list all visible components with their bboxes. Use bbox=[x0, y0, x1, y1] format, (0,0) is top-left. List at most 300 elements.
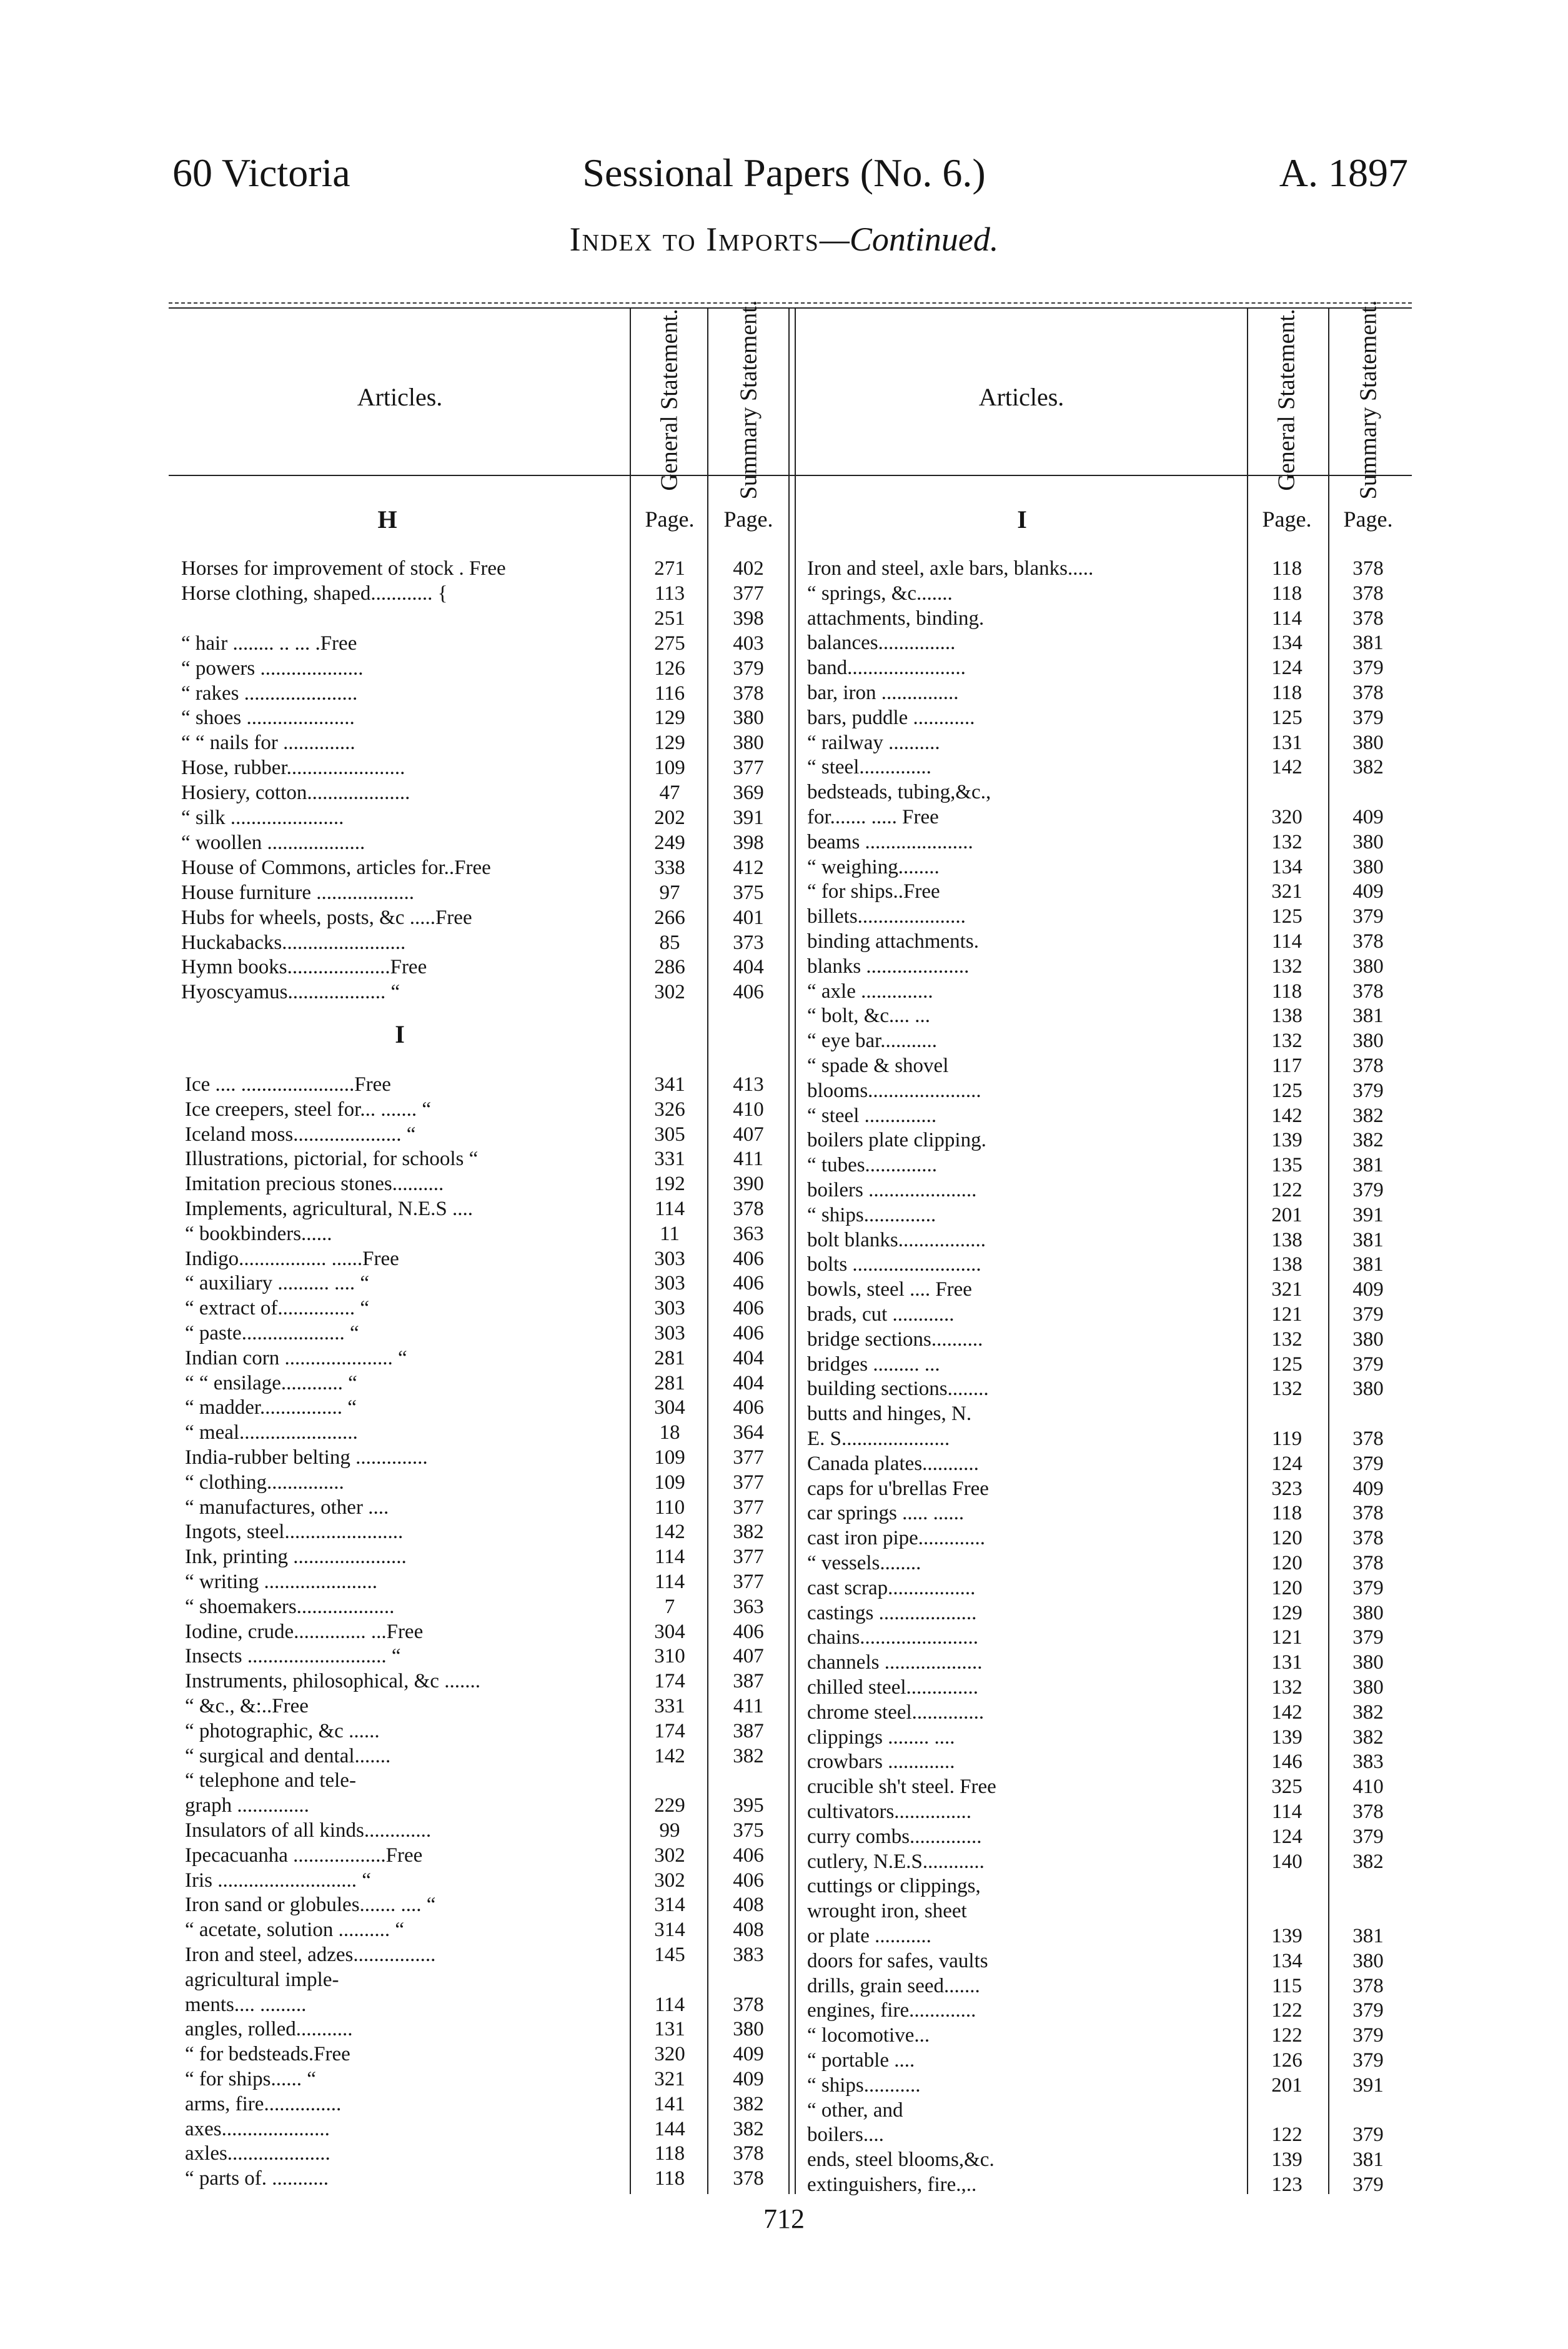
summary-statement-page: 380 bbox=[1352, 1601, 1384, 1624]
table-row bbox=[185, 1544, 786, 1569]
article-name: Horses for improvement of stock . Free bbox=[181, 557, 506, 580]
general-statement-page: 302 bbox=[654, 981, 685, 1004]
table-row bbox=[185, 2166, 786, 2191]
table-row bbox=[807, 1998, 1406, 2023]
summary-statement-page: 381 bbox=[1352, 1005, 1384, 1028]
summary-statement-page: 398 bbox=[733, 607, 764, 630]
summary-statement-page: 377 bbox=[733, 1446, 764, 1469]
summary-statement-page: 404 bbox=[733, 1371, 764, 1394]
table-row bbox=[185, 1594, 786, 1619]
table-row bbox=[181, 930, 786, 955]
table-row bbox=[807, 705, 1406, 730]
summary-statement-page: 380 bbox=[1352, 955, 1384, 978]
table-row bbox=[807, 556, 1406, 581]
general-statement-page: 118 bbox=[1271, 557, 1303, 580]
summary-statement-page: 379 bbox=[733, 657, 764, 680]
right-summary-page-label: Page. bbox=[1343, 507, 1393, 532]
table-row bbox=[185, 1470, 786, 1495]
summary-statement-page: 377 bbox=[733, 1571, 764, 1593]
summary-statement-page: 401 bbox=[733, 906, 764, 929]
table-row bbox=[807, 805, 1406, 830]
general-statement-page: 201 bbox=[1271, 1203, 1303, 1226]
table-row bbox=[807, 1899, 1406, 1924]
article-name: castings ................... bbox=[807, 1601, 977, 1624]
article-name: blooms...................... bbox=[807, 1079, 981, 1102]
general-statement-page: 310 bbox=[654, 1645, 685, 1668]
general-statement-page: 114 bbox=[654, 1546, 685, 1569]
article-name: cutlery, N.E.S............ bbox=[807, 1850, 985, 1873]
table-row bbox=[181, 830, 786, 855]
table-row bbox=[185, 1246, 786, 1271]
table-row bbox=[185, 1221, 786, 1246]
summary-statement-page: 404 bbox=[733, 1346, 764, 1369]
summary-statement-page: 380 bbox=[1352, 1651, 1384, 1674]
article-name: graph .............. bbox=[185, 1794, 309, 1817]
article-name: cast scrap................. bbox=[807, 1576, 976, 1599]
table-row bbox=[185, 1146, 786, 1171]
general-statement-page: 145 bbox=[654, 1944, 685, 1966]
article-name: Hubs for wheels, posts, &c .....Free bbox=[181, 906, 472, 929]
summary-statement-page: 382 bbox=[1352, 1104, 1384, 1127]
table-row bbox=[807, 1924, 1406, 1949]
general-statement-page: 47 bbox=[659, 782, 680, 805]
general-statement-page: 122 bbox=[1271, 2123, 1303, 2147]
table-row bbox=[807, 2073, 1406, 2098]
article-name: “ weighing........ bbox=[807, 855, 940, 878]
summary-statement-page: 378 bbox=[1352, 557, 1384, 580]
article-name: Ink, printing ...................... bbox=[185, 1546, 407, 1569]
article-name: ments.... ......... bbox=[185, 1993, 307, 2016]
general-statement-page: 323 bbox=[1271, 1477, 1303, 1500]
general-statement-page: 131 bbox=[654, 2018, 685, 2041]
article-name: Ice .... ......................Free bbox=[185, 1073, 391, 1096]
summary-statement-page: 379 bbox=[1352, 1452, 1384, 1475]
article-name: “ spade & shovel bbox=[807, 1055, 949, 1077]
table-row bbox=[807, 1451, 1406, 1476]
table-row bbox=[185, 1942, 786, 1967]
general-statement-page: 131 bbox=[1271, 1651, 1303, 1674]
article-name: “ rakes ...................... bbox=[181, 682, 358, 705]
article-name: crowbars ............. bbox=[807, 1751, 955, 1774]
summary-statement-page: 378 bbox=[733, 1993, 764, 2016]
table-row bbox=[181, 755, 786, 780]
table-row bbox=[807, 1178, 1406, 1203]
article-name: “ paste.................... “ bbox=[185, 1322, 359, 1344]
table-row bbox=[807, 2122, 1406, 2147]
general-statement-page: 314 bbox=[654, 1894, 685, 1917]
table-row bbox=[807, 1700, 1406, 1725]
page-subtitle bbox=[0, 220, 1568, 259]
general-statement-page: 275 bbox=[654, 632, 685, 655]
article-name: butts and hinges, N. bbox=[807, 1403, 972, 1426]
article-name: “ steel.............. bbox=[807, 756, 931, 779]
table-row bbox=[807, 1501, 1406, 1526]
table-row bbox=[807, 855, 1406, 880]
right-general-page-label: Page. bbox=[1262, 507, 1312, 532]
general-statement-page: 271 bbox=[654, 557, 685, 580]
table-row bbox=[185, 2042, 786, 2067]
table-row bbox=[807, 1153, 1406, 1178]
general-statement-page: 326 bbox=[654, 1098, 685, 1121]
general-statement-page: 302 bbox=[654, 1869, 685, 1892]
table-row bbox=[807, 1749, 1406, 1774]
general-statement-page: 303 bbox=[654, 1322, 685, 1344]
table-row bbox=[185, 1171, 786, 1196]
general-statement-page: 97 bbox=[659, 881, 680, 904]
col-divider-center bbox=[788, 307, 790, 2194]
table-row bbox=[185, 2141, 786, 2166]
left-general-header bbox=[632, 309, 707, 491]
summary-statement-page: 378 bbox=[1352, 980, 1384, 1003]
general-statement-page: 303 bbox=[654, 1247, 685, 1270]
table-row bbox=[807, 1252, 1406, 1277]
general-statement-page: 325 bbox=[1271, 1775, 1303, 1799]
article-name: caps for u'brellas Free bbox=[807, 1477, 989, 1500]
article-name: India-rubber belting .............. bbox=[185, 1446, 428, 1469]
table-row bbox=[185, 1296, 786, 1321]
right-general-header-text: General Statement. bbox=[1274, 309, 1300, 491]
article-name: Huckabacks........................ bbox=[181, 931, 406, 954]
article-name: “ “ nails for .............. bbox=[181, 732, 355, 755]
table-row bbox=[807, 1426, 1406, 1451]
section-letter-i-right: I bbox=[1017, 505, 1027, 534]
table-row bbox=[807, 1725, 1406, 1750]
general-statement-page: 139 bbox=[1271, 1925, 1303, 1947]
general-statement-page: 124 bbox=[1271, 657, 1303, 680]
summary-statement-page: 378 bbox=[1352, 1552, 1384, 1574]
article-name: “ madder................ “ bbox=[185, 1396, 357, 1419]
table-row bbox=[807, 830, 1406, 855]
general-statement-page: 132 bbox=[1271, 1328, 1303, 1351]
table-row bbox=[185, 1619, 786, 1644]
summary-statement-page: 380 bbox=[733, 732, 764, 755]
table-row bbox=[807, 1053, 1406, 1078]
table-row bbox=[185, 1744, 786, 1769]
page-number: 712 bbox=[763, 2203, 805, 2234]
general-statement-page: 320 bbox=[1271, 806, 1303, 828]
summary-statement-page: 409 bbox=[1352, 1278, 1384, 1301]
table-row bbox=[807, 1874, 1406, 1899]
table-row bbox=[181, 805, 786, 830]
general-statement-page: 122 bbox=[1271, 1179, 1303, 1201]
article-name: “ shoemakers................... bbox=[185, 1595, 395, 1618]
summary-statement-page: 406 bbox=[733, 1396, 764, 1419]
table-row bbox=[185, 1196, 786, 1221]
general-statement-page: 138 bbox=[1271, 1228, 1303, 1251]
article-name: Indian corn ..................... “ bbox=[185, 1346, 407, 1369]
table-row bbox=[807, 1352, 1406, 1377]
summary-statement-page: 381 bbox=[1352, 1154, 1384, 1177]
table-row bbox=[185, 1122, 786, 1147]
article-name: Instruments, philosophical, &c ....... bbox=[185, 1670, 480, 1693]
article-name: car springs ..... ...... bbox=[807, 1502, 965, 1525]
general-statement-page: 142 bbox=[654, 1521, 685, 1544]
right-articles-header: Articles. bbox=[978, 383, 1064, 411]
summary-statement-page: 378 bbox=[1352, 1527, 1384, 1550]
general-statement-page: 114 bbox=[654, 1198, 685, 1220]
general-statement-page: 114 bbox=[1271, 607, 1303, 630]
summary-statement-page: 391 bbox=[1352, 1203, 1384, 1226]
summary-statement-page: 383 bbox=[733, 1944, 764, 1966]
summary-statement-page: 409 bbox=[1352, 1477, 1384, 1500]
table-row bbox=[185, 2017, 786, 2042]
general-statement-page: 121 bbox=[1271, 1626, 1303, 1649]
summary-statement-page: 382 bbox=[733, 1521, 764, 1544]
article-name: building sections........ bbox=[807, 1378, 989, 1401]
summary-statement-page: 380 bbox=[1352, 1328, 1384, 1351]
general-statement-page: 85 bbox=[659, 931, 680, 954]
general-statement-page: 134 bbox=[1271, 1949, 1303, 1972]
summary-statement-page: 382 bbox=[1352, 1701, 1384, 1724]
article-name: chilled steel.............. bbox=[807, 1676, 979, 1699]
table-row bbox=[807, 1625, 1406, 1650]
article-name: crucible sh't steel. Free bbox=[807, 1775, 996, 1799]
article-name: axes..................... bbox=[185, 2117, 330, 2140]
article-name: binding attachments. bbox=[807, 930, 979, 953]
article-name: Insulators of all kinds............. bbox=[185, 1819, 432, 1842]
general-statement-page: 201 bbox=[1271, 2073, 1303, 2097]
general-statement-page: 122 bbox=[1271, 1999, 1303, 2022]
article-name: “ writing ...................... bbox=[185, 1571, 377, 1593]
general-statement-page: 114 bbox=[1271, 1800, 1303, 1823]
table-row bbox=[807, 1551, 1406, 1576]
general-statement-page: 119 bbox=[1271, 1428, 1303, 1450]
summary-statement-page: 391 bbox=[1352, 2073, 1384, 2097]
article-name: “ hair ........ .. ... .Free bbox=[181, 632, 357, 655]
summary-statement-page: 377 bbox=[733, 757, 764, 780]
general-statement-page: 229 bbox=[654, 1794, 685, 1817]
summary-statement-page: 409 bbox=[1352, 880, 1384, 903]
article-name: “ manufactures, other .... bbox=[185, 1496, 389, 1519]
summary-statement-page: 378 bbox=[1352, 1800, 1384, 1823]
summary-statement-page: 375 bbox=[733, 1819, 764, 1842]
summary-statement-page: 379 bbox=[1352, 706, 1384, 729]
general-statement-page: 132 bbox=[1271, 955, 1303, 978]
article-name: “ silk ...................... bbox=[181, 807, 344, 829]
table-row bbox=[807, 2147, 1406, 2172]
summary-statement-page: 378 bbox=[1352, 1428, 1384, 1450]
summary-statement-page: 406 bbox=[733, 1620, 764, 1643]
article-name: House of Commons, articles for..Free bbox=[181, 856, 491, 879]
article-name: bars, puddle ............ bbox=[807, 706, 975, 729]
general-statement-page: 125 bbox=[1271, 1353, 1303, 1376]
article-name: Ipecacuanha ..................Free bbox=[185, 1844, 423, 1867]
general-statement-page: 174 bbox=[654, 1670, 685, 1693]
summary-statement-page: 378 bbox=[1352, 1055, 1384, 1077]
general-statement-page: 142 bbox=[1271, 1104, 1303, 1127]
article-name: Indigo................. ......Free bbox=[185, 1247, 399, 1270]
article-name: “ railway .......... bbox=[807, 731, 940, 754]
summary-statement-page: 378 bbox=[1352, 1502, 1384, 1525]
article-name: “ bolt, &c.... ... bbox=[807, 1005, 931, 1028]
general-statement-page: 142 bbox=[654, 1744, 685, 1767]
summary-statement-page: 369 bbox=[733, 782, 764, 805]
article-name: “ axle .............. bbox=[807, 980, 933, 1003]
left-summary-header bbox=[711, 300, 786, 500]
general-statement-page: 114 bbox=[654, 1993, 685, 2016]
article-name: “ vessels........ bbox=[807, 1552, 921, 1574]
general-statement-page: 126 bbox=[1271, 2049, 1303, 2072]
section-letter-h: H bbox=[377, 505, 397, 534]
summary-statement-page: 382 bbox=[733, 2117, 764, 2140]
general-statement-page: 321 bbox=[1271, 1278, 1303, 1301]
summary-statement-page: 382 bbox=[1352, 756, 1384, 779]
general-statement-page: 118 bbox=[1271, 1502, 1303, 1525]
table-row bbox=[807, 1974, 1406, 1999]
summary-statement-page: 379 bbox=[1352, 1825, 1384, 1848]
article-name: engines, fire............. bbox=[807, 1999, 976, 2022]
general-statement-page: 116 bbox=[654, 682, 685, 705]
article-name: “ springs, &c....... bbox=[807, 582, 953, 605]
article-name: Hyoscyamus................... “ bbox=[181, 981, 400, 1004]
general-statement-page: 249 bbox=[654, 831, 685, 854]
general-statement-page: 118 bbox=[654, 2142, 685, 2165]
table-row bbox=[807, 879, 1406, 904]
summary-statement-page: 377 bbox=[733, 1546, 764, 1569]
general-statement-page: 302 bbox=[654, 1844, 685, 1867]
article-name: or plate ........... bbox=[807, 1925, 931, 1947]
summary-statement-page: 382 bbox=[1352, 1726, 1384, 1749]
article-name: Iron and steel, adzes................ bbox=[185, 1944, 436, 1966]
article-name: chrome steel.............. bbox=[807, 1701, 985, 1724]
summary-statement-page: 379 bbox=[1352, 2024, 1384, 2047]
table-row bbox=[807, 1576, 1406, 1601]
summary-statement-page: 377 bbox=[733, 582, 764, 605]
table-row bbox=[181, 905, 786, 930]
table-row bbox=[807, 1401, 1406, 1426]
table-row bbox=[807, 730, 1406, 755]
summary-statement-page: 387 bbox=[733, 1719, 764, 1742]
table-row bbox=[181, 631, 786, 656]
table-row bbox=[181, 780, 786, 805]
summary-statement-page: 406 bbox=[733, 1844, 764, 1867]
general-statement-page: 321 bbox=[1271, 880, 1303, 903]
summary-statement-page: 380 bbox=[1352, 855, 1384, 878]
article-name: “ surgical and dental....... bbox=[185, 1744, 391, 1767]
table-row bbox=[185, 1892, 786, 1917]
general-statement-page: 129 bbox=[1271, 1601, 1303, 1624]
table-row bbox=[185, 1917, 786, 1942]
article-name: ends, steel blooms,&c. bbox=[807, 2148, 995, 2172]
general-statement-page: 132 bbox=[1271, 1030, 1303, 1053]
summary-statement-page: 379 bbox=[1352, 905, 1384, 928]
table-row bbox=[181, 705, 786, 730]
general-statement-page: 286 bbox=[654, 956, 685, 979]
table-row bbox=[185, 1669, 786, 1694]
general-statement-page: 303 bbox=[654, 1272, 685, 1295]
general-statement-page: 118 bbox=[1271, 682, 1303, 704]
general-statement-page: 132 bbox=[1271, 830, 1303, 853]
table-row bbox=[185, 1420, 786, 1445]
right-general-header bbox=[1249, 309, 1324, 491]
article-name: Implements, agricultural, N.E.S .... bbox=[185, 1198, 473, 1220]
article-name: Hosiery, cotton.................... bbox=[181, 782, 410, 805]
table-row bbox=[807, 780, 1406, 805]
summary-statement-page: 390 bbox=[733, 1173, 764, 1196]
general-statement-page: 134 bbox=[1271, 855, 1303, 878]
general-statement-page: 124 bbox=[1271, 1825, 1303, 1848]
article-name: “ tubes.............. bbox=[807, 1154, 938, 1177]
general-statement-page: 18 bbox=[659, 1421, 680, 1444]
summary-statement-page: 378 bbox=[733, 1198, 764, 1220]
article-name: “ bookbinders...... bbox=[185, 1222, 332, 1245]
article-name: Iodine, crude.............. ...Free bbox=[185, 1620, 424, 1643]
general-statement-page: 132 bbox=[1271, 1676, 1303, 1699]
general-statement-page: 135 bbox=[1271, 1154, 1303, 1177]
article-name: axles.................... bbox=[185, 2142, 330, 2165]
summary-statement-page: 380 bbox=[1352, 1030, 1384, 1053]
table-row bbox=[807, 655, 1406, 680]
general-statement-page: 125 bbox=[1271, 706, 1303, 729]
table-row bbox=[807, 979, 1406, 1004]
summary-statement-page: 413 bbox=[733, 1073, 764, 1096]
general-statement-page: 117 bbox=[1271, 1055, 1303, 1077]
summary-statement-page: 379 bbox=[1352, 1999, 1384, 2022]
article-name: balances............... bbox=[807, 632, 956, 655]
article-name: Ingots, steel....................... bbox=[185, 1521, 404, 1544]
general-statement-page: 132 bbox=[1271, 1378, 1303, 1401]
summary-statement-page: 403 bbox=[733, 632, 764, 655]
summary-statement-page: 406 bbox=[733, 1247, 764, 1270]
article-name: bolts ......................... bbox=[807, 1253, 981, 1276]
subtitle-index: Index to Imports bbox=[569, 221, 820, 258]
article-name: drills, grain seed....... bbox=[807, 1974, 980, 1997]
article-name: clippings ........ .... bbox=[807, 1726, 955, 1749]
table-row bbox=[185, 1992, 786, 2017]
table-row bbox=[807, 1277, 1406, 1302]
general-statement-page: 114 bbox=[654, 1571, 685, 1593]
general-statement-page: 144 bbox=[654, 2117, 685, 2140]
table-row bbox=[181, 556, 786, 581]
article-name: bolt blanks................. bbox=[807, 1228, 986, 1251]
general-statement-page: 305 bbox=[654, 1123, 685, 1146]
summary-statement-page: 410 bbox=[733, 1098, 764, 1121]
section-letter-i-left: I bbox=[395, 1020, 405, 1048]
summary-statement-page: 412 bbox=[733, 856, 764, 879]
article-name: Canada plates........... bbox=[807, 1452, 979, 1475]
article-name: for....... ..... Free bbox=[807, 806, 939, 828]
article-name: “ powers .................... bbox=[181, 657, 364, 680]
general-statement-page: 118 bbox=[1271, 582, 1303, 605]
header-volume: 60 Victoria bbox=[172, 151, 350, 195]
table-row bbox=[807, 581, 1406, 606]
table-row bbox=[807, 630, 1406, 655]
left-general-header-text: General Statement. bbox=[657, 309, 683, 491]
table-row bbox=[185, 1694, 786, 1719]
article-name: attachments, binding. bbox=[807, 607, 985, 630]
table-row bbox=[181, 681, 786, 706]
summary-statement-page: 406 bbox=[733, 1869, 764, 1892]
table-row bbox=[185, 1395, 786, 1420]
general-statement-page: 341 bbox=[654, 1073, 685, 1096]
article-name: E. S..................... bbox=[807, 1428, 950, 1450]
general-statement-page: 120 bbox=[1271, 1527, 1303, 1550]
article-name: blanks .................... bbox=[807, 955, 970, 978]
table-row bbox=[807, 1526, 1406, 1551]
summary-statement-page: 379 bbox=[1352, 1179, 1384, 1201]
table-row bbox=[185, 1519, 786, 1544]
table-row bbox=[181, 880, 786, 905]
table-row bbox=[185, 1768, 786, 1793]
general-statement-page: 113 bbox=[654, 582, 685, 605]
general-statement-page: 122 bbox=[1271, 2024, 1303, 2047]
summary-statement-page: 380 bbox=[733, 707, 764, 730]
general-statement-page: 114 bbox=[1271, 930, 1303, 953]
article-name: “ “ ensilage............ “ bbox=[185, 1371, 357, 1394]
article-name: billets..................... bbox=[807, 905, 966, 928]
summary-statement-page: 381 bbox=[1352, 1925, 1384, 1947]
article-name: “ acetate, solution .......... “ bbox=[185, 1919, 404, 1942]
